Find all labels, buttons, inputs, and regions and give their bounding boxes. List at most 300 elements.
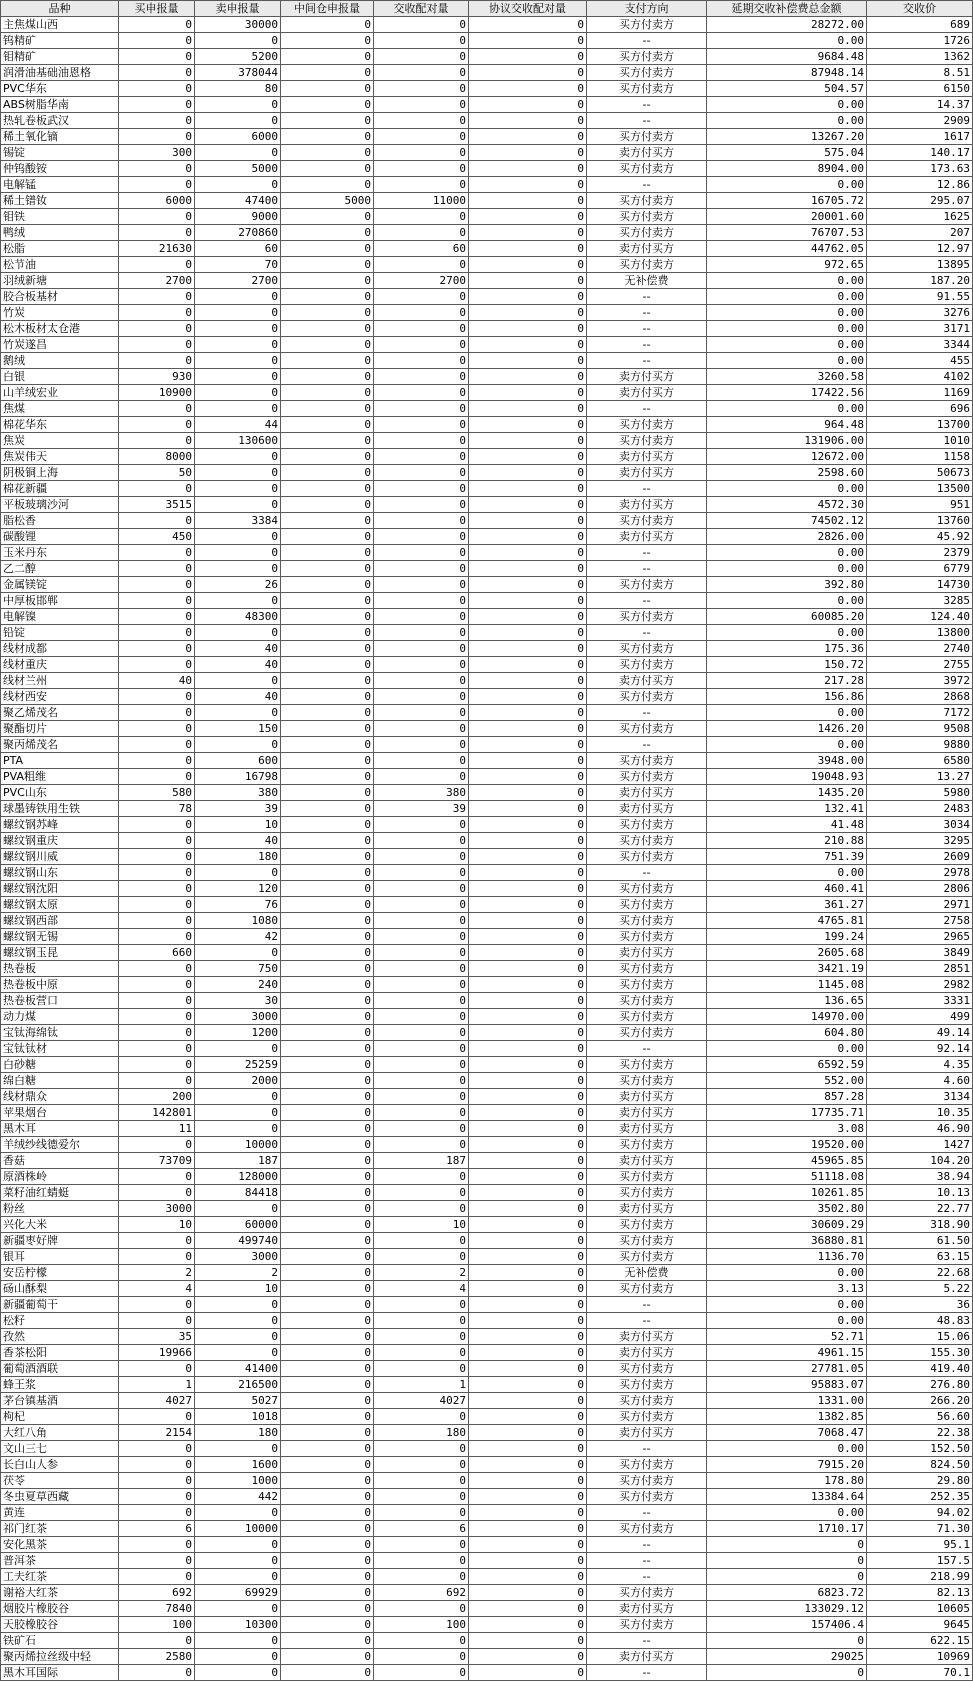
cell-agreement-matched-qty: 0 — [469, 977, 587, 993]
table-row — [1, 1025, 973, 1041]
cell-agreement-matched-qty: 0 — [469, 1025, 587, 1041]
table-row — [1, 289, 973, 305]
cell-sell-qty: 5200 — [195, 49, 281, 65]
table-row — [1, 497, 973, 513]
cell-sell-qty: 0 — [195, 337, 281, 353]
cell-sell-qty: 187 — [195, 1153, 281, 1169]
cell-sell-qty: 0 — [195, 1505, 281, 1521]
cell-sell-qty: 0 — [195, 1089, 281, 1105]
cell-compensation-total: 0.00 — [707, 481, 867, 497]
cell-buy-qty: 0 — [119, 881, 195, 897]
cell-agreement-matched-qty: 0 — [469, 1313, 587, 1329]
cell-compensation-total: 3948.00 — [707, 753, 867, 769]
cell-matched-qty: 0 — [374, 1073, 469, 1089]
cell-agreement-matched-qty: 0 — [469, 1041, 587, 1057]
cell-intermediate-qty: 0 — [281, 1265, 374, 1281]
cell-matched-qty: 0 — [374, 657, 469, 673]
cell-intermediate-qty: 0 — [281, 1201, 374, 1217]
cell-agreement-matched-qty: 0 — [469, 1297, 587, 1313]
cell-sell-qty: 600 — [195, 753, 281, 769]
cell-product: 电解镍 — [1, 609, 119, 625]
cell-product: PVA粗维 — [1, 769, 119, 785]
table-row — [1, 113, 973, 129]
cell-payment-direction: -- — [587, 305, 707, 321]
cell-product: 阴极铜上海 — [1, 465, 119, 481]
cell-compensation-total: 10261.85 — [707, 1185, 867, 1201]
cell-product: 粉丝 — [1, 1201, 119, 1217]
cell-payment-direction: 买方付卖方 — [587, 721, 707, 737]
cell-product: 螺纹钢太原 — [1, 897, 119, 913]
cell-agreement-matched-qty: 0 — [469, 1521, 587, 1537]
cell-compensation-total: 156.86 — [707, 689, 867, 705]
cell-payment-direction: 买方付卖方 — [587, 881, 707, 897]
cell-buy-qty: 0 — [119, 1665, 195, 1681]
cell-agreement-matched-qty: 0 — [469, 369, 587, 385]
cell-agreement-matched-qty: 0 — [469, 1473, 587, 1489]
cell-product: 钼精矿 — [1, 49, 119, 65]
cell-compensation-total: 52.71 — [707, 1329, 867, 1345]
cell-payment-direction: 买方付卖方 — [587, 1585, 707, 1601]
cell-intermediate-qty: 0 — [281, 209, 374, 225]
cell-intermediate-qty: 5000 — [281, 193, 374, 209]
cell-agreement-matched-qty: 0 — [469, 1073, 587, 1089]
cell-sell-qty: 30 — [195, 993, 281, 1009]
cell-matched-qty: 0 — [374, 769, 469, 785]
cell-intermediate-qty: 0 — [281, 305, 374, 321]
cell-payment-direction: 买方付卖方 — [587, 1377, 707, 1393]
cell-buy-qty: 19966 — [119, 1345, 195, 1361]
cell-product: 文山三七 — [1, 1441, 119, 1457]
cell-matched-qty: 0 — [374, 1057, 469, 1073]
cell-product: 聚酯切片 — [1, 721, 119, 737]
cell-intermediate-qty: 0 — [281, 433, 374, 449]
cell-delivery-price: 10.35 — [867, 1105, 973, 1121]
table-row — [1, 1137, 973, 1153]
cell-buy-qty: 300 — [119, 145, 195, 161]
cell-compensation-total: 0.00 — [707, 1505, 867, 1521]
table-row — [1, 481, 973, 497]
cell-agreement-matched-qty: 0 — [469, 673, 587, 689]
cell-sell-qty: 9000 — [195, 209, 281, 225]
cell-agreement-matched-qty: 0 — [469, 945, 587, 961]
cell-buy-qty: 0 — [119, 1457, 195, 1473]
cell-matched-qty: 0 — [374, 545, 469, 561]
table-row — [1, 1633, 973, 1649]
table-row — [1, 209, 973, 225]
cell-payment-direction: 买方付卖方 — [587, 993, 707, 1009]
cell-matched-qty: 0 — [374, 1137, 469, 1153]
cell-compensation-total: 0 — [707, 1665, 867, 1681]
cell-sell-qty: 0 — [195, 177, 281, 193]
table-row — [1, 1361, 973, 1377]
cell-intermediate-qty: 0 — [281, 97, 374, 113]
cell-agreement-matched-qty: 0 — [469, 1233, 587, 1249]
cell-product: 线材西安 — [1, 689, 119, 705]
cell-buy-qty: 0 — [119, 593, 195, 609]
cell-delivery-price: 696 — [867, 401, 973, 417]
cell-intermediate-qty: 0 — [281, 1409, 374, 1425]
cell-intermediate-qty: 0 — [281, 1537, 374, 1553]
cell-sell-qty: 0 — [195, 113, 281, 129]
table-row — [1, 593, 973, 609]
cell-matched-qty: 0 — [374, 849, 469, 865]
cell-product: 松木板材太仓港 — [1, 321, 119, 337]
cell-intermediate-qty: 0 — [281, 1281, 374, 1297]
cell-compensation-total: 0.00 — [707, 113, 867, 129]
cell-product: 砀山酥梨 — [1, 1281, 119, 1297]
cell-intermediate-qty: 0 — [281, 801, 374, 817]
cell-sell-qty: 3384 — [195, 513, 281, 529]
cell-matched-qty: 1 — [374, 1377, 469, 1393]
cell-product: ABS树脂华南 — [1, 97, 119, 113]
cell-agreement-matched-qty: 0 — [469, 353, 587, 369]
table-row — [1, 817, 973, 833]
cell-payment-direction: 买方付卖方 — [587, 897, 707, 913]
cell-agreement-matched-qty: 0 — [469, 737, 587, 753]
cell-sell-qty: 120 — [195, 881, 281, 897]
cell-payment-direction: -- — [587, 1633, 707, 1649]
cell-agreement-matched-qty: 0 — [469, 1553, 587, 1569]
table-row — [1, 305, 973, 321]
cell-buy-qty: 0 — [119, 97, 195, 113]
cell-agreement-matched-qty: 0 — [469, 449, 587, 465]
cell-buy-qty: 0 — [119, 209, 195, 225]
cell-sell-qty: 270860 — [195, 225, 281, 241]
cell-product: 香茶松阳 — [1, 1345, 119, 1361]
cell-sell-qty: 10 — [195, 1281, 281, 1297]
cell-payment-direction: 卖方付买方 — [587, 241, 707, 257]
cell-sell-qty: 0 — [195, 481, 281, 497]
cell-delivery-price: 266.20 — [867, 1393, 973, 1409]
cell-intermediate-qty: 0 — [281, 241, 374, 257]
cell-matched-qty: 0 — [374, 1633, 469, 1649]
cell-payment-direction: 买方付卖方 — [587, 849, 707, 865]
cell-intermediate-qty: 0 — [281, 1313, 374, 1329]
cell-intermediate-qty: 0 — [281, 913, 374, 929]
cell-sell-qty: 84418 — [195, 1185, 281, 1201]
cell-payment-direction: 买方付卖方 — [587, 209, 707, 225]
cell-delivery-price: 70.1 — [867, 1665, 973, 1681]
table-row — [1, 737, 973, 753]
col-header-intermediate-qty: 中间仓申报量 — [281, 1, 374, 17]
cell-product: 动力煤 — [1, 1009, 119, 1025]
cell-delivery-price: 4.60 — [867, 1073, 973, 1089]
cell-delivery-price: 50673 — [867, 465, 973, 481]
cell-buy-qty: 50 — [119, 465, 195, 481]
cell-sell-qty: 0 — [195, 305, 281, 321]
cell-compensation-total: 1331.00 — [707, 1393, 867, 1409]
cell-buy-qty: 0 — [119, 657, 195, 673]
cell-delivery-price: 95.1 — [867, 1537, 973, 1553]
cell-intermediate-qty: 0 — [281, 689, 374, 705]
cell-buy-qty: 0 — [119, 913, 195, 929]
cell-intermediate-qty: 0 — [281, 1569, 374, 1585]
cell-agreement-matched-qty: 0 — [469, 1377, 587, 1393]
cell-compensation-total: 964.48 — [707, 417, 867, 433]
cell-compensation-total: 74502.12 — [707, 513, 867, 529]
cell-matched-qty: 180 — [374, 1425, 469, 1441]
cell-matched-qty: 0 — [374, 129, 469, 145]
cell-agreement-matched-qty: 0 — [469, 529, 587, 545]
cell-matched-qty: 0 — [374, 1537, 469, 1553]
cell-agreement-matched-qty: 0 — [469, 1121, 587, 1137]
cell-payment-direction: 买方付卖方 — [587, 1009, 707, 1025]
cell-matched-qty: 0 — [374, 1025, 469, 1041]
cell-matched-qty: 6 — [374, 1521, 469, 1537]
cell-matched-qty: 0 — [374, 225, 469, 241]
cell-buy-qty: 3000 — [119, 1201, 195, 1217]
cell-agreement-matched-qty: 0 — [469, 1169, 587, 1185]
cell-payment-direction: -- — [587, 401, 707, 417]
cell-intermediate-qty: 0 — [281, 1169, 374, 1185]
cell-product: 线材成都 — [1, 641, 119, 657]
cell-agreement-matched-qty: 0 — [469, 881, 587, 897]
cell-compensation-total: 9684.48 — [707, 49, 867, 65]
cell-delivery-price: 10969 — [867, 1649, 973, 1665]
col-header-product: 品种 — [1, 1, 119, 17]
cell-agreement-matched-qty: 0 — [469, 769, 587, 785]
cell-compensation-total: 460.41 — [707, 881, 867, 897]
cell-matched-qty: 0 — [374, 97, 469, 113]
cell-sell-qty: 0 — [195, 33, 281, 49]
cell-intermediate-qty: 0 — [281, 673, 374, 689]
cell-payment-direction: 买方付卖方 — [587, 833, 707, 849]
table-row — [1, 417, 973, 433]
cell-compensation-total: 504.57 — [707, 81, 867, 97]
cell-intermediate-qty: 0 — [281, 1521, 374, 1537]
cell-payment-direction: 卖方付买方 — [587, 785, 707, 801]
cell-compensation-total: 0.00 — [707, 705, 867, 721]
cell-product: 乙二醇 — [1, 561, 119, 577]
cell-agreement-matched-qty: 0 — [469, 689, 587, 705]
cell-payment-direction: 买方付卖方 — [587, 225, 707, 241]
cell-matched-qty: 0 — [374, 1089, 469, 1105]
cell-buy-qty: 2700 — [119, 273, 195, 289]
table-row — [1, 1345, 973, 1361]
cell-matched-qty: 0 — [374, 161, 469, 177]
cell-delivery-price: 1010 — [867, 433, 973, 449]
cell-matched-qty: 0 — [374, 1233, 469, 1249]
table-row — [1, 225, 973, 241]
cell-delivery-price: 13700 — [867, 417, 973, 433]
cell-delivery-price: 8.51 — [867, 65, 973, 81]
table-row — [1, 337, 973, 353]
cell-matched-qty: 0 — [374, 177, 469, 193]
cell-sell-qty: 0 — [195, 145, 281, 161]
cell-product: 羊绒纱线德爱尔 — [1, 1137, 119, 1153]
cell-agreement-matched-qty: 0 — [469, 545, 587, 561]
cell-matched-qty: 0 — [374, 145, 469, 161]
cell-payment-direction: 买方付卖方 — [587, 817, 707, 833]
cell-intermediate-qty: 0 — [281, 625, 374, 641]
cell-intermediate-qty: 0 — [281, 1441, 374, 1457]
table-row — [1, 385, 973, 401]
cell-buy-qty: 0 — [119, 1361, 195, 1377]
cell-sell-qty: 0 — [195, 97, 281, 113]
table-row — [1, 1265, 973, 1281]
cell-agreement-matched-qty: 0 — [469, 1265, 587, 1281]
cell-sell-qty: 0 — [195, 1441, 281, 1457]
cell-intermediate-qty: 0 — [281, 1089, 374, 1105]
cell-matched-qty: 0 — [374, 1009, 469, 1025]
cell-delivery-price: 49.14 — [867, 1025, 973, 1041]
table-row — [1, 1089, 973, 1105]
cell-matched-qty: 0 — [374, 529, 469, 545]
cell-payment-direction: 买方付卖方 — [587, 1617, 707, 1633]
cell-agreement-matched-qty: 0 — [469, 817, 587, 833]
cell-matched-qty: 0 — [374, 369, 469, 385]
cell-buy-qty: 692 — [119, 1585, 195, 1601]
cell-matched-qty: 0 — [374, 1105, 469, 1121]
cell-compensation-total: 3502.80 — [707, 1201, 867, 1217]
table-row — [1, 1569, 973, 1585]
table-row — [1, 865, 973, 881]
cell-delivery-price: 207 — [867, 225, 973, 241]
cell-product: 冬虫夏草西藏 — [1, 1489, 119, 1505]
cell-product: 工夫红茶 — [1, 1569, 119, 1585]
cell-compensation-total: 1426.20 — [707, 721, 867, 737]
cell-agreement-matched-qty: 0 — [469, 1585, 587, 1601]
cell-product: 钼铁 — [1, 209, 119, 225]
cell-intermediate-qty: 0 — [281, 113, 374, 129]
cell-matched-qty: 0 — [374, 433, 469, 449]
cell-intermediate-qty: 0 — [281, 993, 374, 1009]
cell-delivery-price: 5.22 — [867, 1281, 973, 1297]
cell-matched-qty: 0 — [374, 1121, 469, 1137]
cell-delivery-price: 56.60 — [867, 1409, 973, 1425]
cell-sell-qty: 6000 — [195, 129, 281, 145]
cell-payment-direction: 买方付卖方 — [587, 193, 707, 209]
cell-payment-direction: 买方付卖方 — [587, 1185, 707, 1201]
table-row — [1, 961, 973, 977]
cell-sell-qty: 180 — [195, 849, 281, 865]
cell-intermediate-qty: 0 — [281, 609, 374, 625]
cell-matched-qty: 0 — [374, 561, 469, 577]
cell-buy-qty: 0 — [119, 753, 195, 769]
table-row — [1, 577, 973, 593]
cell-compensation-total: 175.36 — [707, 641, 867, 657]
cell-product: 热卷板营口 — [1, 993, 119, 1009]
cell-compensation-total: 36880.81 — [707, 1233, 867, 1249]
cell-payment-direction: 卖方付买方 — [587, 673, 707, 689]
cell-matched-qty: 0 — [374, 577, 469, 593]
cell-delivery-price: 13500 — [867, 481, 973, 497]
cell-sell-qty: 40 — [195, 689, 281, 705]
cell-agreement-matched-qty: 0 — [469, 705, 587, 721]
cell-intermediate-qty: 0 — [281, 145, 374, 161]
cell-delivery-price: 295.07 — [867, 193, 973, 209]
cell-matched-qty: 0 — [374, 513, 469, 529]
cell-delivery-price: 45.92 — [867, 529, 973, 545]
cell-buy-qty: 0 — [119, 961, 195, 977]
cell-buy-qty: 0 — [119, 1441, 195, 1457]
cell-buy-qty: 660 — [119, 945, 195, 961]
cell-matched-qty: 0 — [374, 1649, 469, 1665]
cell-payment-direction: 买方付卖方 — [587, 1217, 707, 1233]
cell-matched-qty: 0 — [374, 1601, 469, 1617]
cell-matched-qty: 0 — [374, 209, 469, 225]
cell-matched-qty: 0 — [374, 1297, 469, 1313]
cell-matched-qty: 2 — [374, 1265, 469, 1281]
cell-intermediate-qty: 0 — [281, 1377, 374, 1393]
cell-agreement-matched-qty: 0 — [469, 753, 587, 769]
cell-product: 主焦煤山西 — [1, 17, 119, 33]
cell-payment-direction: 买方付卖方 — [587, 657, 707, 673]
cell-delivery-price: 3849 — [867, 945, 973, 961]
cell-delivery-price: 38.94 — [867, 1169, 973, 1185]
cell-intermediate-qty: 0 — [281, 737, 374, 753]
table-row — [1, 177, 973, 193]
cell-matched-qty: 0 — [374, 1441, 469, 1457]
cell-buy-qty: 40 — [119, 673, 195, 689]
table-row — [1, 1505, 973, 1521]
cell-payment-direction: 卖方付买方 — [587, 529, 707, 545]
cell-compensation-total: 0.00 — [707, 1265, 867, 1281]
cell-payment-direction: 买方付卖方 — [587, 1249, 707, 1265]
cell-intermediate-qty: 0 — [281, 177, 374, 193]
cell-sell-qty: 0 — [195, 529, 281, 545]
cell-intermediate-qty: 0 — [281, 65, 374, 81]
cell-buy-qty: 0 — [119, 545, 195, 561]
cell-sell-qty: 10 — [195, 817, 281, 833]
cell-payment-direction: -- — [587, 1569, 707, 1585]
cell-agreement-matched-qty: 0 — [469, 161, 587, 177]
cell-product: 黄连 — [1, 1505, 119, 1521]
cell-intermediate-qty: 0 — [281, 593, 374, 609]
cell-buy-qty: 0 — [119, 641, 195, 657]
cell-delivery-price: 2379 — [867, 545, 973, 561]
col-header-delivery-price: 交收价 — [867, 1, 973, 17]
cell-compensation-total: 13384.64 — [707, 1489, 867, 1505]
cell-buy-qty: 0 — [119, 257, 195, 273]
cell-product: 黑木耳国际 — [1, 1665, 119, 1681]
cell-buy-qty: 3515 — [119, 497, 195, 513]
cell-matched-qty: 0 — [374, 865, 469, 881]
cell-buy-qty: 0 — [119, 977, 195, 993]
cell-product: 螺纹钢无锡 — [1, 929, 119, 945]
cell-sell-qty: 0 — [195, 1553, 281, 1569]
cell-delivery-price: 29.80 — [867, 1473, 973, 1489]
cell-product: 安岳柠檬 — [1, 1265, 119, 1281]
cell-product: 安化黑茶 — [1, 1537, 119, 1553]
cell-matched-qty: 0 — [374, 289, 469, 305]
cell-intermediate-qty: 0 — [281, 769, 374, 785]
cell-matched-qty: 0 — [374, 81, 469, 97]
cell-matched-qty: 0 — [374, 337, 469, 353]
cell-compensation-total: 4572.30 — [707, 497, 867, 513]
cell-delivery-price: 2965 — [867, 929, 973, 945]
cell-agreement-matched-qty: 0 — [469, 497, 587, 513]
cell-buy-qty: 0 — [119, 1009, 195, 1025]
cell-matched-qty: 0 — [374, 33, 469, 49]
table-row — [1, 97, 973, 113]
cell-sell-qty: 380 — [195, 785, 281, 801]
cell-delivery-price: 3171 — [867, 321, 973, 337]
cell-sell-qty: 40 — [195, 657, 281, 673]
cell-product: 大红八角 — [1, 1425, 119, 1441]
cell-agreement-matched-qty: 0 — [469, 961, 587, 977]
cell-compensation-total: 2605.68 — [707, 945, 867, 961]
cell-intermediate-qty: 0 — [281, 641, 374, 657]
cell-payment-direction: 卖方付买方 — [587, 369, 707, 385]
cell-matched-qty: 0 — [374, 1489, 469, 1505]
cell-intermediate-qty: 0 — [281, 481, 374, 497]
cell-compensation-total: 76707.53 — [707, 225, 867, 241]
cell-sell-qty: 1080 — [195, 913, 281, 929]
cell-delivery-price: 92.14 — [867, 1041, 973, 1057]
cell-delivery-price: 9645 — [867, 1617, 973, 1633]
cell-payment-direction: -- — [587, 1553, 707, 1569]
